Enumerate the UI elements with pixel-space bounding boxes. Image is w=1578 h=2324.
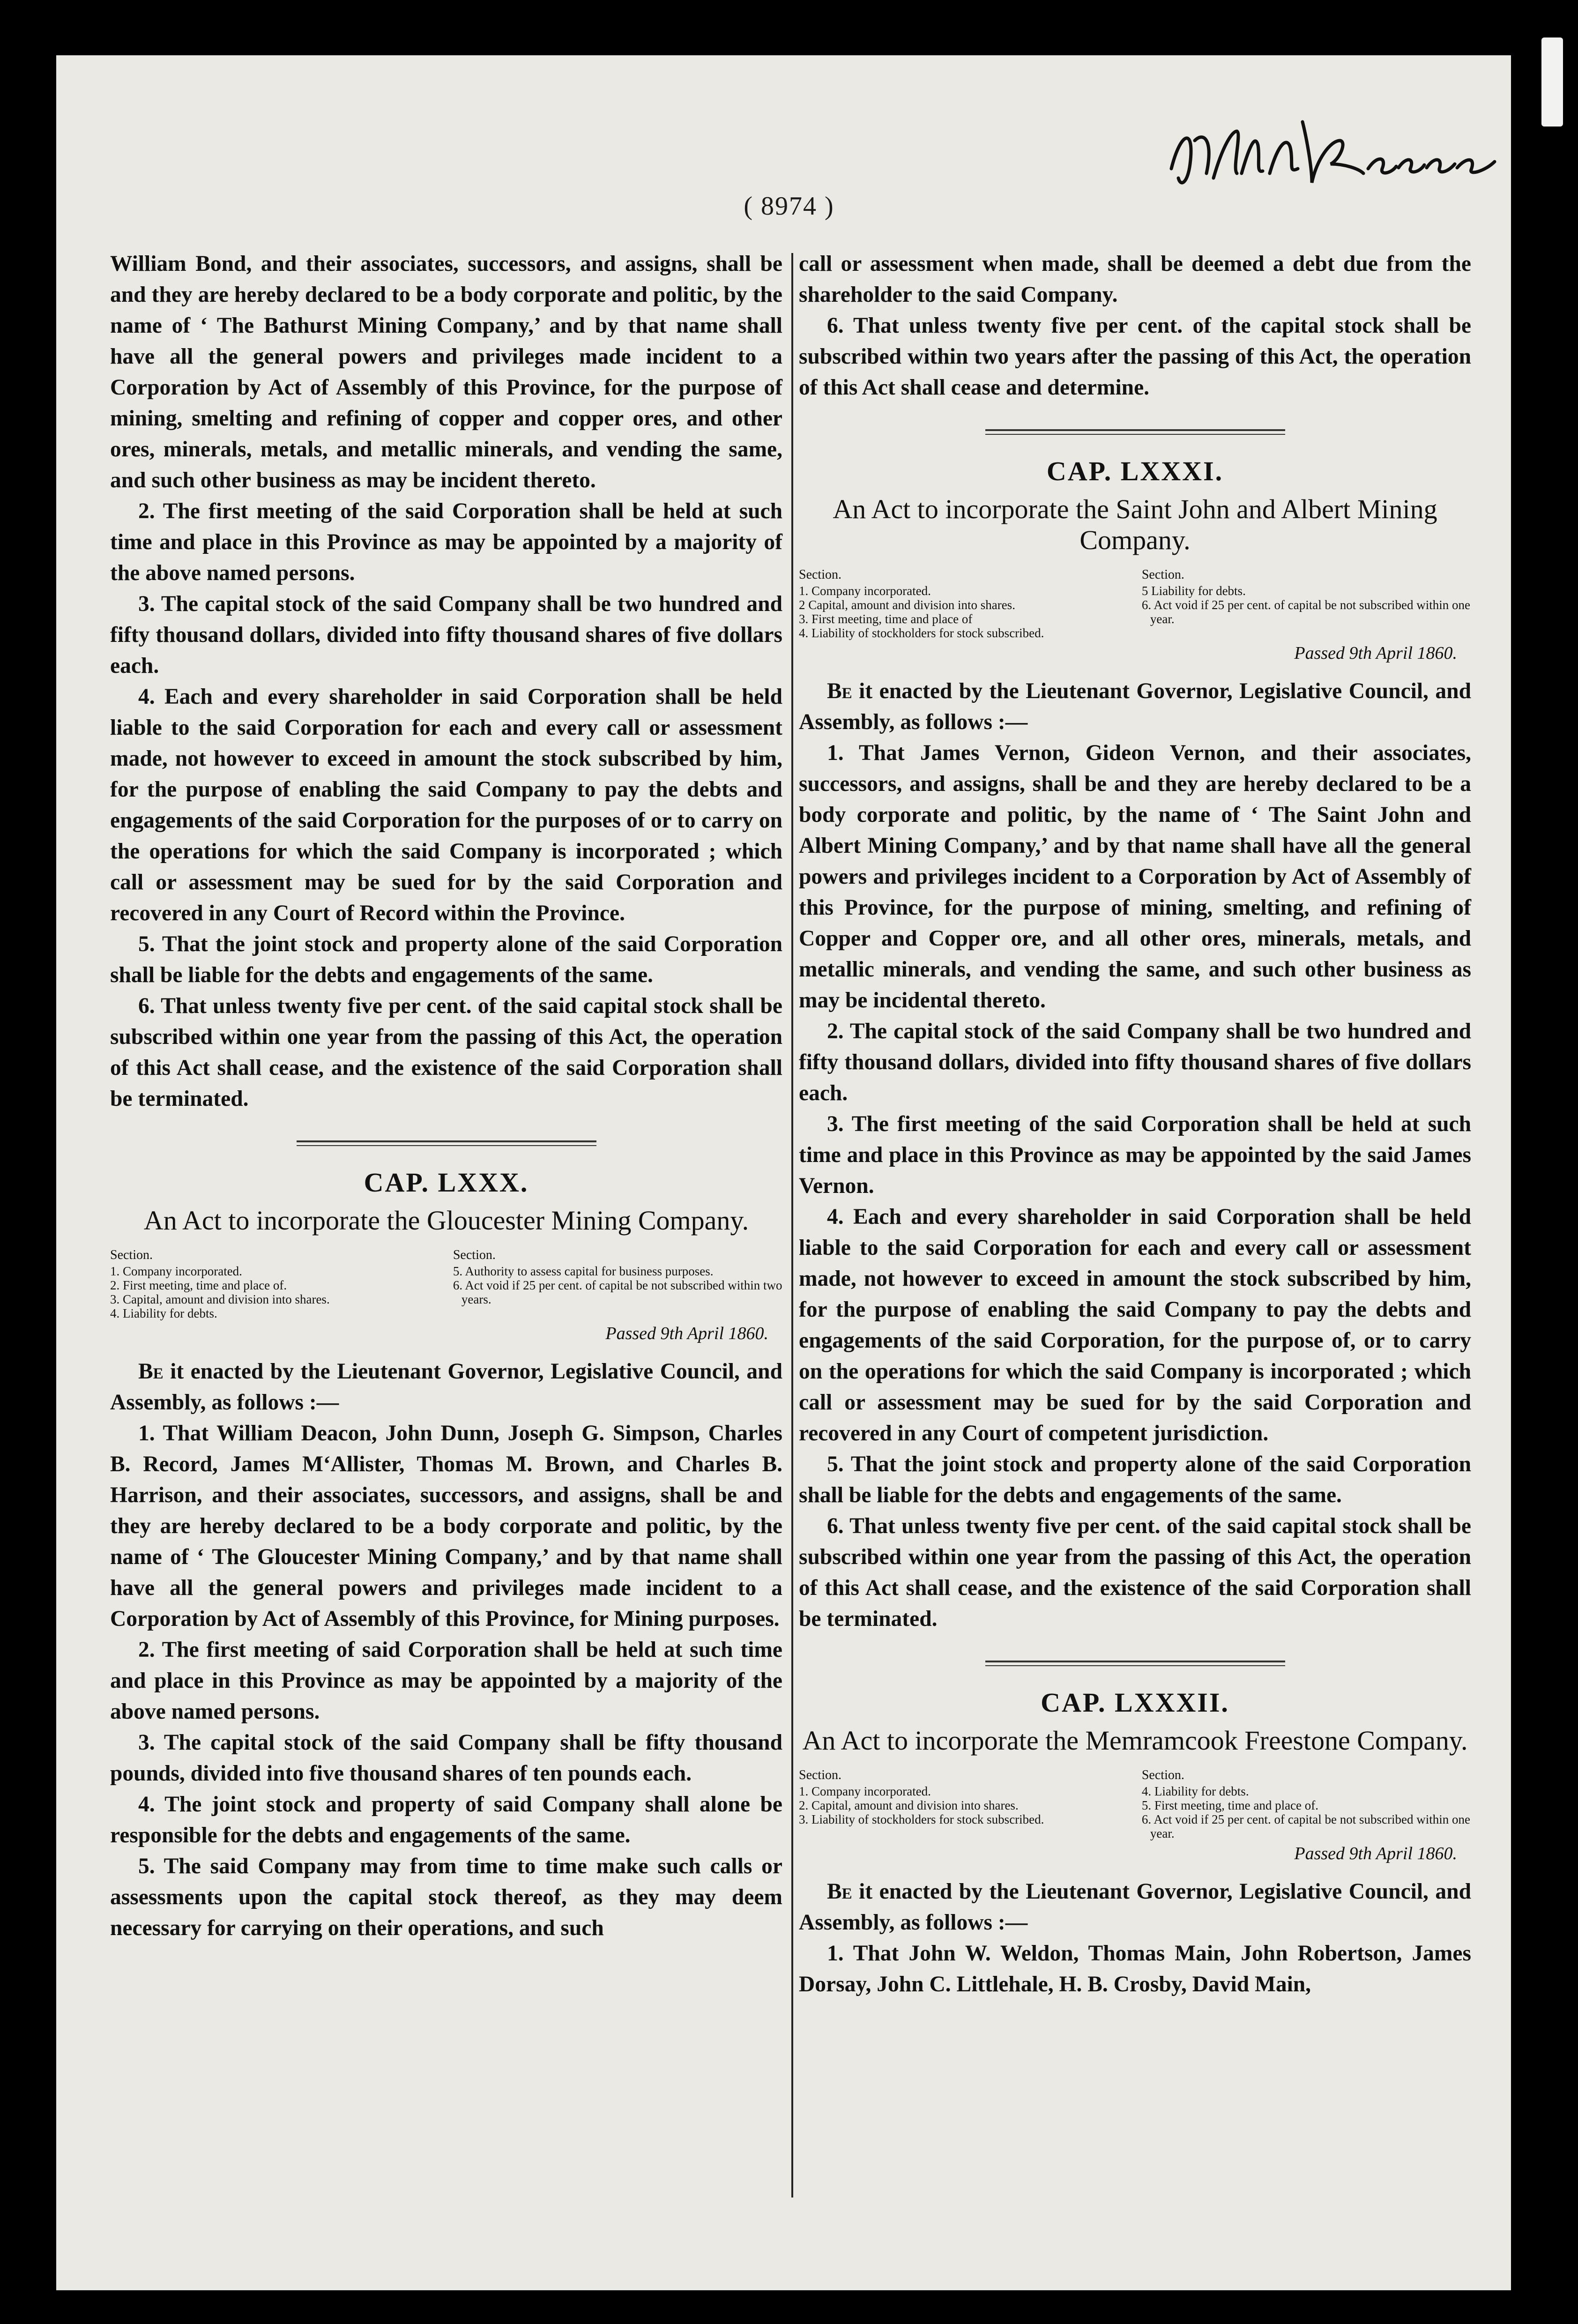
page-number: ( 8974 ): [744, 192, 834, 221]
passed-date: Passed 9th April 1860.: [1294, 1844, 1457, 1863]
section-item: 5. Authority to assess capital for business purposes.: [453, 1264, 714, 1278]
paragraph: 4. Each and every shareholder in said Corporation shall be held liable to the said Corporation for each and every call or assessment made, not however to exceed in amount the stock subscribed by him, for the purpose of enabling the said Company to pay the debts and engagements of the said Corporation for the purposes of or to carry on the operations for which the said Company is incorporated ; which call or assessment may be sued for by the said Corporation and recovered in any Court of Record within the Province.: [110, 685, 782, 925]
section-index: [799, 1768, 1471, 1840]
section-index: [799, 568, 1471, 640]
enacting-be: Be: [827, 1879, 852, 1904]
paragraph: 2. The capital stock of the said Company shall be two hundred and fifty thousand dollars, divided into fifty thousand shares of five dollars each.: [799, 1019, 1471, 1105]
passed-date: Passed 9th April 1860.: [605, 1324, 768, 1343]
section-item: 4. Liability of stockholders for stock subscribed.: [799, 626, 1044, 640]
enacting-clause: [799, 1876, 1471, 1938]
enacting-clause: [799, 676, 1471, 737]
column-divider: [791, 253, 793, 2197]
section-item: 2 Capital, amount and division into shares.: [799, 598, 1015, 612]
section-rule: [985, 1661, 1285, 1666]
paragraph: 6. That unless twenty five per cent. of the said capital stock shall be subscribed within one year from the passing of this Act, the operation of this Act shall cease, and the existence of the said Corporation shall be terminated.: [799, 1514, 1471, 1631]
enacting-text: it enacted by the Lieutenant Governor, Legislative Council, and Assembly, as follows :—: [110, 1359, 782, 1415]
section-item: 3. Liability of stockholders for stock subscribed.: [799, 1812, 1044, 1826]
section-rule: [985, 429, 1285, 435]
section-index-right: [1142, 1768, 1471, 1840]
section-index-right: [453, 1248, 782, 1320]
section-heading: Section.: [1141, 1768, 1184, 1782]
section-heading: Section.: [799, 567, 841, 582]
section-item: 4. Liability for debts.: [110, 1306, 217, 1320]
paragraph: William Bond, and their associates, successors, and assigns, shall be and they are hereby declared to be a body corporate and politic, by the name of ‘ The Bathurst Mining Company,’ and by that name shall have all the general powers and privileges made incident to a Corporation by Act of Assembly of this Province, for the purpose of mining, smelting and refining of copper and copper ores, and other ores, minerals, metals, and metallic minerals, and vending the same, and such other business as may be incident thereto.: [110, 252, 782, 492]
edge-tab: [1541, 37, 1563, 127]
handwritten-signature: [1162, 112, 1499, 201]
paragraph: 3. The capital stock of the said Company shall be two hundred and fifty thousand dollars, divided into fifty thousand shares of five dollars each.: [110, 592, 782, 678]
act-title: An Act to incorporate the Memramcook Freestone Company.: [802, 1725, 1468, 1756]
passed-date: Passed 9th April 1860.: [1294, 643, 1457, 663]
section-item: 2. First meeting, time and place of.: [110, 1278, 287, 1292]
section-item: 6. Act void if 25 per cent. of capital be not subscribed within one year.: [1141, 1812, 1470, 1840]
section-index-left: [110, 1248, 439, 1320]
enacting-clause: [110, 1356, 782, 1418]
section-item: 4. Liability for debts.: [1141, 1784, 1249, 1798]
section-item: 6. Act void if 25 per cent. of capital be not subscribed within two years.: [453, 1278, 782, 1306]
section-index: [110, 1248, 782, 1320]
paragraph: 1. That William Deacon, John Dunn, Joseph G. Simpson, Charles B. Record, James M‘Allister, Thomas M. Brown, and Charles B. Harrison, and their associates, successors, and assigns, shall be and they are hereby declared to be a body corporate and politic, by the name of ‘ The Gloucester Mining Company,’ and by that name shall have all the general powers and privileges made incident to a Corporation by Act of Assembly of this Province, for Mining purposes.: [110, 1421, 782, 1631]
paragraph: call or assessment when made, shall be deemed a debt due from the shareholder to the said Company.: [799, 252, 1471, 307]
paragraph: 4. The joint stock and property of said Company shall alone be responsible for the debts and engagements of the same.: [110, 1792, 782, 1847]
paragraph: 4. Each and every shareholder in said Corporation shall be held liable to the said Corporation for each and every call or assessment made, not however to exceed in amount the stock subscribed by him, for the purpose of enabling the said Company to pay the debts and engagements of the said Corporation, for the purpose of, or to carry on the operations for which the said Company is incorporated ; which call or assessment may be sued for by the said Corporation and recovered in any Court of competent jurisdiction.: [799, 1205, 1471, 1445]
section-item: 3. Capital, amount and division into shares.: [110, 1292, 330, 1306]
paragraph: 2. The first meeting of the said Corporation shall be held at such time and place in this Province as may be appointed by a majority of the above named persons.: [110, 499, 782, 585]
section-index-left: [799, 568, 1128, 640]
section-item: 5 Liability for debts.: [1141, 584, 1246, 598]
section-heading: Section.: [453, 1248, 496, 1262]
section-item: 1. Company incorporated.: [799, 584, 931, 598]
paragraph: 6. That unless twenty five per cent. of the capital stock shall be subscribed within two years after the passing of this Act, the operation of this Act shall cease and determine.: [799, 313, 1471, 400]
paragraph: 3. The first meeting of the said Corporation shall be held at such time and place in this Province as may be appointed by the said James Vernon.: [799, 1112, 1471, 1198]
section-index-left: [799, 1768, 1128, 1840]
section-heading: Section.: [110, 1248, 153, 1262]
section-rule: [297, 1140, 596, 1146]
section-item: 1. Company incorporated.: [799, 1784, 931, 1798]
enacting-be: Be: [138, 1359, 164, 1384]
paragraph: 3. The capital stock of the said Company shall be fifty thousand pounds, divided into five thousand shares of ten pounds each.: [110, 1730, 782, 1786]
chapter-heading: CAP. LXXXII.: [1041, 1687, 1229, 1718]
section-item: 2. Capital, amount and division into shares.: [799, 1798, 1019, 1812]
section-heading: Section.: [1141, 567, 1184, 582]
paragraph: 6. That unless twenty five per cent. of the said capital stock shall be subscribed within one year from the passing of this Act, the operation of this Act shall cease, and the existence of the said Corporation shall be terminated.: [110, 994, 782, 1111]
paragraph: 1. That John W. Weldon, Thomas Main, John Robertson, James Dorsay, John C. Littlehale, H. B. Crosby, David Main,: [799, 1941, 1471, 1996]
chapter-heading: CAP. LXXX.: [364, 1167, 529, 1198]
section-item: 6. Act void if 25 per cent. of capital be not subscribed within one year.: [1141, 598, 1470, 626]
right-column: [799, 248, 1471, 2000]
paragraph: 2. The first meeting of said Corporation shall be held at such time and place in this Province as may be appointed by a majority of the above named persons.: [110, 1638, 782, 1724]
section-heading: Section.: [799, 1768, 841, 1782]
enacting-be: Be: [827, 679, 852, 703]
chapter-heading: CAP. LXXXI.: [1046, 456, 1224, 486]
section-item: 3. First meeting, time and place of: [799, 612, 973, 626]
paragraph: 1. That James Vernon, Gideon Vernon, and their associates, successors, and assigns, shall be and they are hereby declared to be a body corporate and politic, by the name of ‘ The Saint John and Albert Mining Company,’ and by that name shall have all the general powers and privileges incident to a Corporation by Act of Assembly of this Province, for the purpose of mining, smelting, and refining of Copper and Copper ore, and all other ores, minerals, metals, and metallic minerals, and vending the same, and such other business as may be incidental thereto.: [799, 741, 1471, 1013]
section-item: 5. First meeting, time and place of.: [1141, 1798, 1319, 1812]
paragraph: 5. That the joint stock and property alone of the said Corporation shall be liable for the debts and engagements of the same.: [799, 1452, 1471, 1507]
left-column: [110, 248, 782, 1944]
act-title: An Act to incorporate the Gloucester Mining Company.: [143, 1205, 749, 1236]
paragraph: 5. That the joint stock and property alone of the said Corporation shall be liable for the debts and engagements of the same.: [110, 932, 782, 987]
section-index-right: [1142, 568, 1471, 640]
paragraph: 5. The said Company may from time to time make such calls or assessments upon the capital stock thereof, as they may deem necessary for carrying on their operations, and such: [110, 1854, 782, 1940]
act-title: An Act to incorporate the Saint John and Albert Mining Company.: [833, 494, 1437, 555]
enacting-text: it enacted by the Lieutenant Governor, Legislative Council, and Assembly, as follows :—: [799, 679, 1471, 734]
section-item: 1. Company incorporated.: [110, 1264, 242, 1278]
enacting-text: it enacted by the Lieutenant Governor, Legislative Council, and Assembly, as follows :—: [799, 1879, 1471, 1935]
